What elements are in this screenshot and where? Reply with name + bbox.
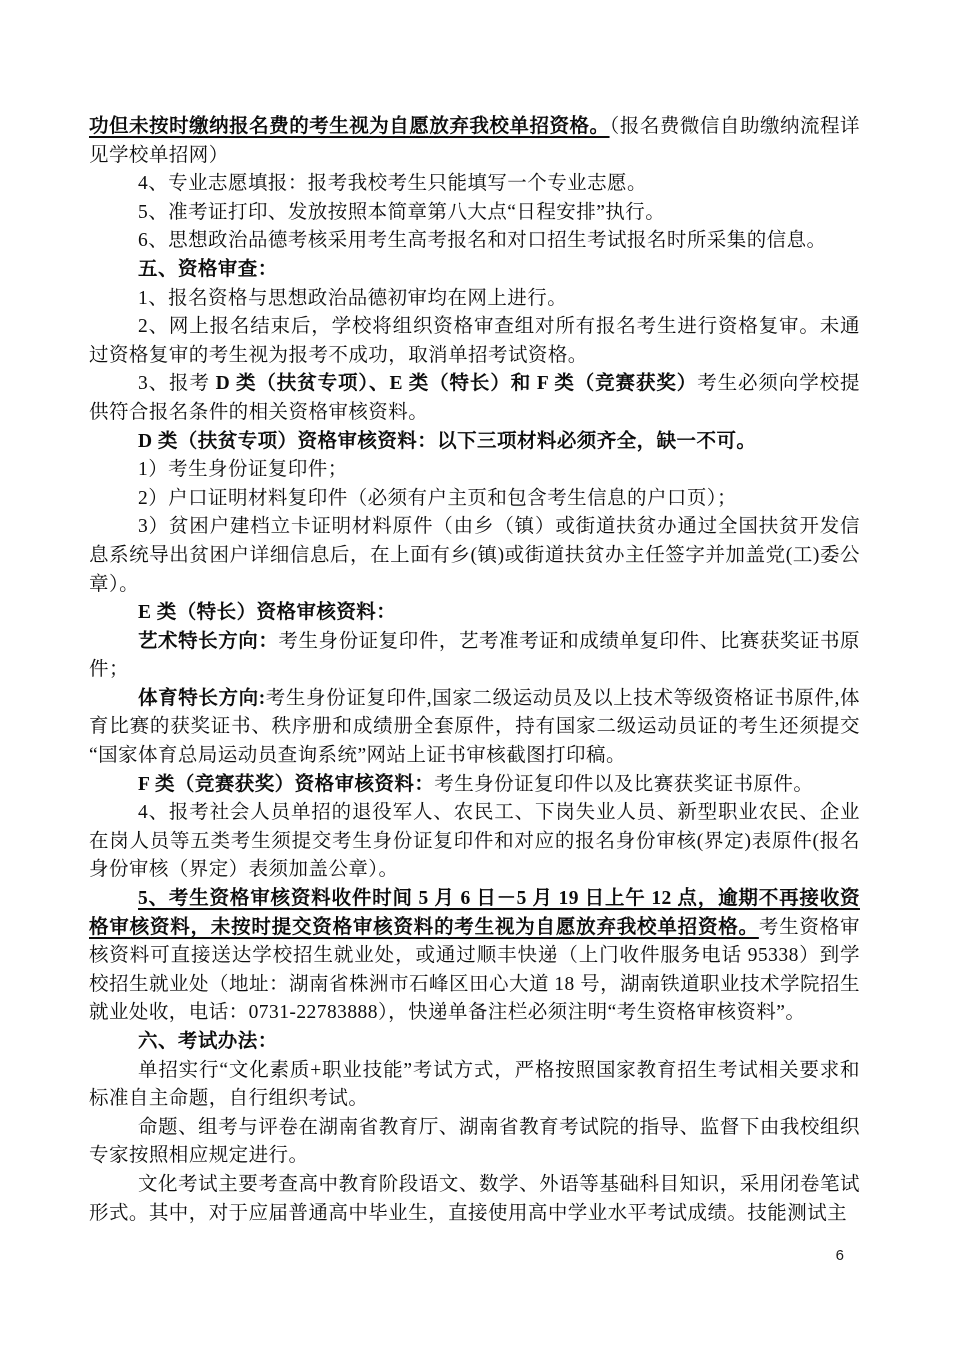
text-run: 考生身份证复印件，艺考准考证和成绩单复印件、比赛获奖证书原件； (89, 630, 860, 681)
text-run: 体育特长方向: (138, 687, 266, 709)
text-run: 命题、组考与评卷在湖南省教育厅、湖南省教育考试院的指导、监督下由我校组织专家按照相应规定进行。 (89, 1116, 860, 1167)
paragraph (89, 685, 860, 771)
text-run: 文化考试主要考查高中教育阶段语文、数学、外语等基础科目知识，采用闭卷笔试形式。其中，对于应届普通高中毕业生，直接使用高中学业水平考试成绩。技能测试主 (89, 1173, 860, 1224)
text-run: F 类（竞赛获奖）资格审核资料： (138, 773, 435, 795)
paragraph (89, 285, 860, 314)
paragraph (89, 1028, 860, 1057)
paragraph (89, 256, 860, 285)
paragraph (89, 485, 860, 514)
text-run: 2、网上报名结束后，学校将组织资格审查组对所有报名考生进行资格复审。未通过资格复审的考生视为报考不成功，取消单招考试资格。 (89, 316, 860, 366)
paragraph (89, 1057, 860, 1114)
paragraph (89, 799, 860, 885)
text-run: D 类（扶贫专项）、E 类（特长）和 F 类（竞赛获奖） (215, 373, 698, 395)
paragraph (89, 513, 860, 599)
paragraph (89, 428, 860, 457)
text-run: 单招实行“文化素质+职业技能”考试方式，严格按照国家教育招生考试相关要求和标准自主命题，自行组织考试。 (89, 1059, 860, 1110)
text-run: 六、考试办法： (138, 1031, 278, 1052)
text-run: 考生必须向学校提供符合报名条件的相关资格审核资料。 (89, 373, 860, 423)
text-run: 1）考生身份证复印件； (138, 459, 348, 481)
text-run: 3、报考 (138, 373, 216, 395)
document-body (89, 113, 860, 1228)
text-run: 3）贫困户建档立卡证明材料原件（由乡（镇）或街道扶贫办通过全国扶贫开发信息系统导出贫困户详细信息后，在上面有乡(镇)或街道扶贫办主任签字并加盖党(工)委公章）。 (89, 516, 860, 595)
text-run: D 类（扶贫专项）资格审核资料：以下三项材料必须齐全，缺一不可。 (138, 430, 757, 452)
text-run: 艺术特长方向： (138, 630, 279, 652)
text-run: 2）户口证明材料复印件（必须有户主页和包含考生信息的户口页）； (138, 487, 737, 509)
text-run: 4、专业志愿填报：报考我校考生只能填写一个专业志愿。 (138, 173, 647, 195)
paragraph (89, 113, 860, 170)
paragraph (89, 628, 860, 685)
paragraph (89, 1171, 860, 1228)
paragraph (89, 313, 860, 370)
text-run: 1、报名资格与思想政治品德初审均在网上进行。 (138, 287, 568, 309)
paragraph (89, 771, 860, 800)
text-run: 5、准考证打印、发放按照本简章第八大点“日程安排”执行。 (138, 201, 666, 223)
paragraph (89, 227, 860, 256)
paragraph (89, 885, 860, 1028)
text-run: 功但未按时缴纳报名费的考生视为自愿放弃我校单招资格。 (89, 116, 610, 137)
text-run: 6、思想政治品德考核采用考生高考报名和对口招生考试报名时所采集的信息。 (138, 230, 827, 252)
text-run: 4、报考社会人员单招的退役军人、农民工、下岗失业人员、新型职业农民、企业在岗人员等五类考生须提交考生身份证复印件和对应的报名身份审核(界定)表原件(报名身份审核（界定）表须加盖公章）。 (89, 802, 860, 881)
paragraph (89, 199, 860, 228)
paragraph (89, 170, 860, 199)
paragraph (89, 1114, 860, 1171)
text-run: （报名费微信自助缴纳流程详见学校单招网） (89, 116, 860, 166)
text-run: 五、资格审查： (138, 258, 278, 280)
page-number: 6 (835, 1247, 844, 1264)
text-run: 考生身份证复印件,国家二级运动员及以上技术等级资格证书原件,体育比赛的获奖证书、秩序册和成绩册全套原件，持有国家二级运动员证的考生还须提交“国家体育总局运动员查询系统”网站上证书审核截图打印稿。 (89, 687, 860, 767)
text-run: 考生资格审核资料可直接送达学校招生就业处，或通过顺丰快递（上门收件服务电话 95338）到学校招生就业处（地址：湖南省株洲市石峰区田心大道 18 号，湖南铁道职业技术学院招生就业处收，电话：0731-22783888），快递单备注栏必须注明“考生资格审核资料”。 (89, 916, 860, 1024)
paragraph (89, 370, 860, 427)
paragraph (89, 456, 860, 485)
paragraph (89, 599, 860, 628)
text-run: E 类（特长）资格审核资料： (138, 602, 397, 624)
text-run: 5、考生资格审核资料收件时间 5 月 6 日－5 月 19 日上午 12 点，逾期不再接收资格审核资料，未按时提交资格审核资料的考生视为自愿放弃我校单招资格。 (89, 888, 860, 938)
text-run: 考生身份证复印件以及比赛获奖证书原件。 (434, 773, 814, 795)
